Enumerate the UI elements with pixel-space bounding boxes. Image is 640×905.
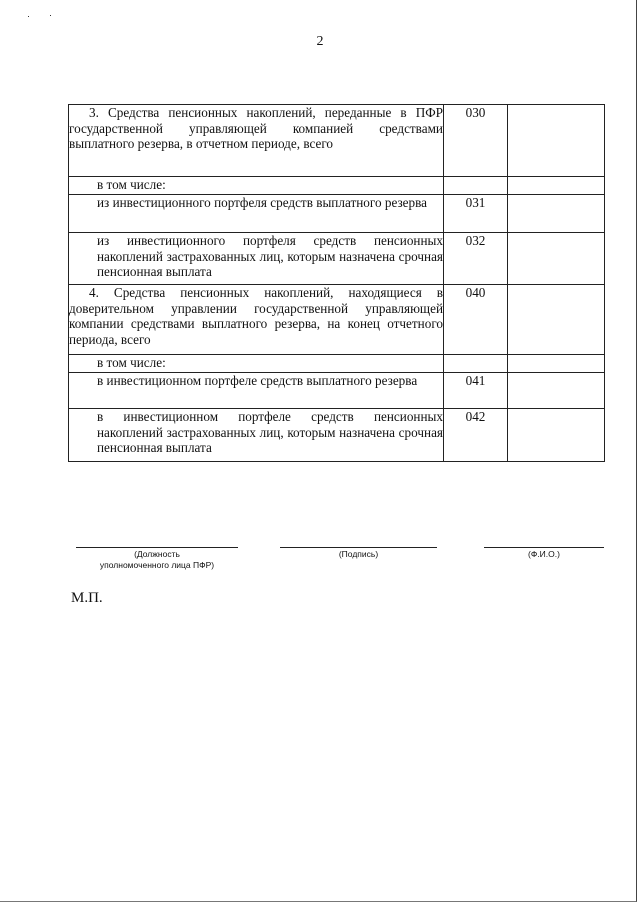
row-code [444,355,508,373]
scan-speck [50,15,51,16]
signature-line [280,547,437,548]
row-description: 4. Средства пенсионных накоплений, находящиеся в доверительном управлении государственной управляющей компании средствами выплатного резерва, на конец отчетного периода, всего [69,285,444,355]
row-value-cell [508,409,605,462]
row-description: из инвестиционного портфеля средств выплатного резерва [69,195,444,233]
table-row [69,233,605,285]
table-row [69,409,605,462]
table-row [69,195,605,233]
page-number: 2 [316,34,324,49]
position-signature-line [76,547,238,548]
scan-speck [28,16,29,17]
row-description: в инвестиционном портфеле средств пенсионных накоплений застрахованных лиц, которым назначена срочная пенсионная выплата [69,409,444,462]
row-code: 030 [444,105,508,177]
row-description: в инвестиционном портфеле средств выплатного резерва [69,373,444,409]
position-caption: (Должность уполномоченного лица ПФР) [99,549,215,570]
row-value-cell [508,195,605,233]
table-row [69,105,605,177]
table-row [69,285,605,355]
table-row [69,373,605,409]
row-description: в том числе: [69,355,444,373]
row-value-cell [508,233,605,285]
row-description: 3. Средства пенсионных накоплений, переданные в ПФР государственной управляющей компанией средствами выплатного резерва, в отчетном периоде, всего [69,105,444,177]
row-value-cell [508,373,605,409]
signature-caption: (Подпись) [338,549,379,559]
row-code: 041 [444,373,508,409]
row-description: в том числе: [69,177,444,195]
row-code: 042 [444,409,508,462]
table-row [69,355,605,373]
row-value-cell [508,105,605,177]
name-signature-line [484,547,604,548]
row-description: из инвестиционного портфеля средств пенсионных накоплений застрахованных лиц, которым назначена срочная пенсионная выплата [69,233,444,285]
row-value-cell [508,355,605,373]
row-code [444,177,508,195]
table-row [69,177,605,195]
name-caption: (Ф.И.О.) [528,549,560,559]
row-code: 032 [444,233,508,285]
report-table [68,104,605,462]
stamp-placeholder: М.П. [71,590,103,606]
row-value-cell [508,177,605,195]
row-value-cell [508,285,605,355]
row-code: 031 [444,195,508,233]
row-code: 040 [444,285,508,355]
